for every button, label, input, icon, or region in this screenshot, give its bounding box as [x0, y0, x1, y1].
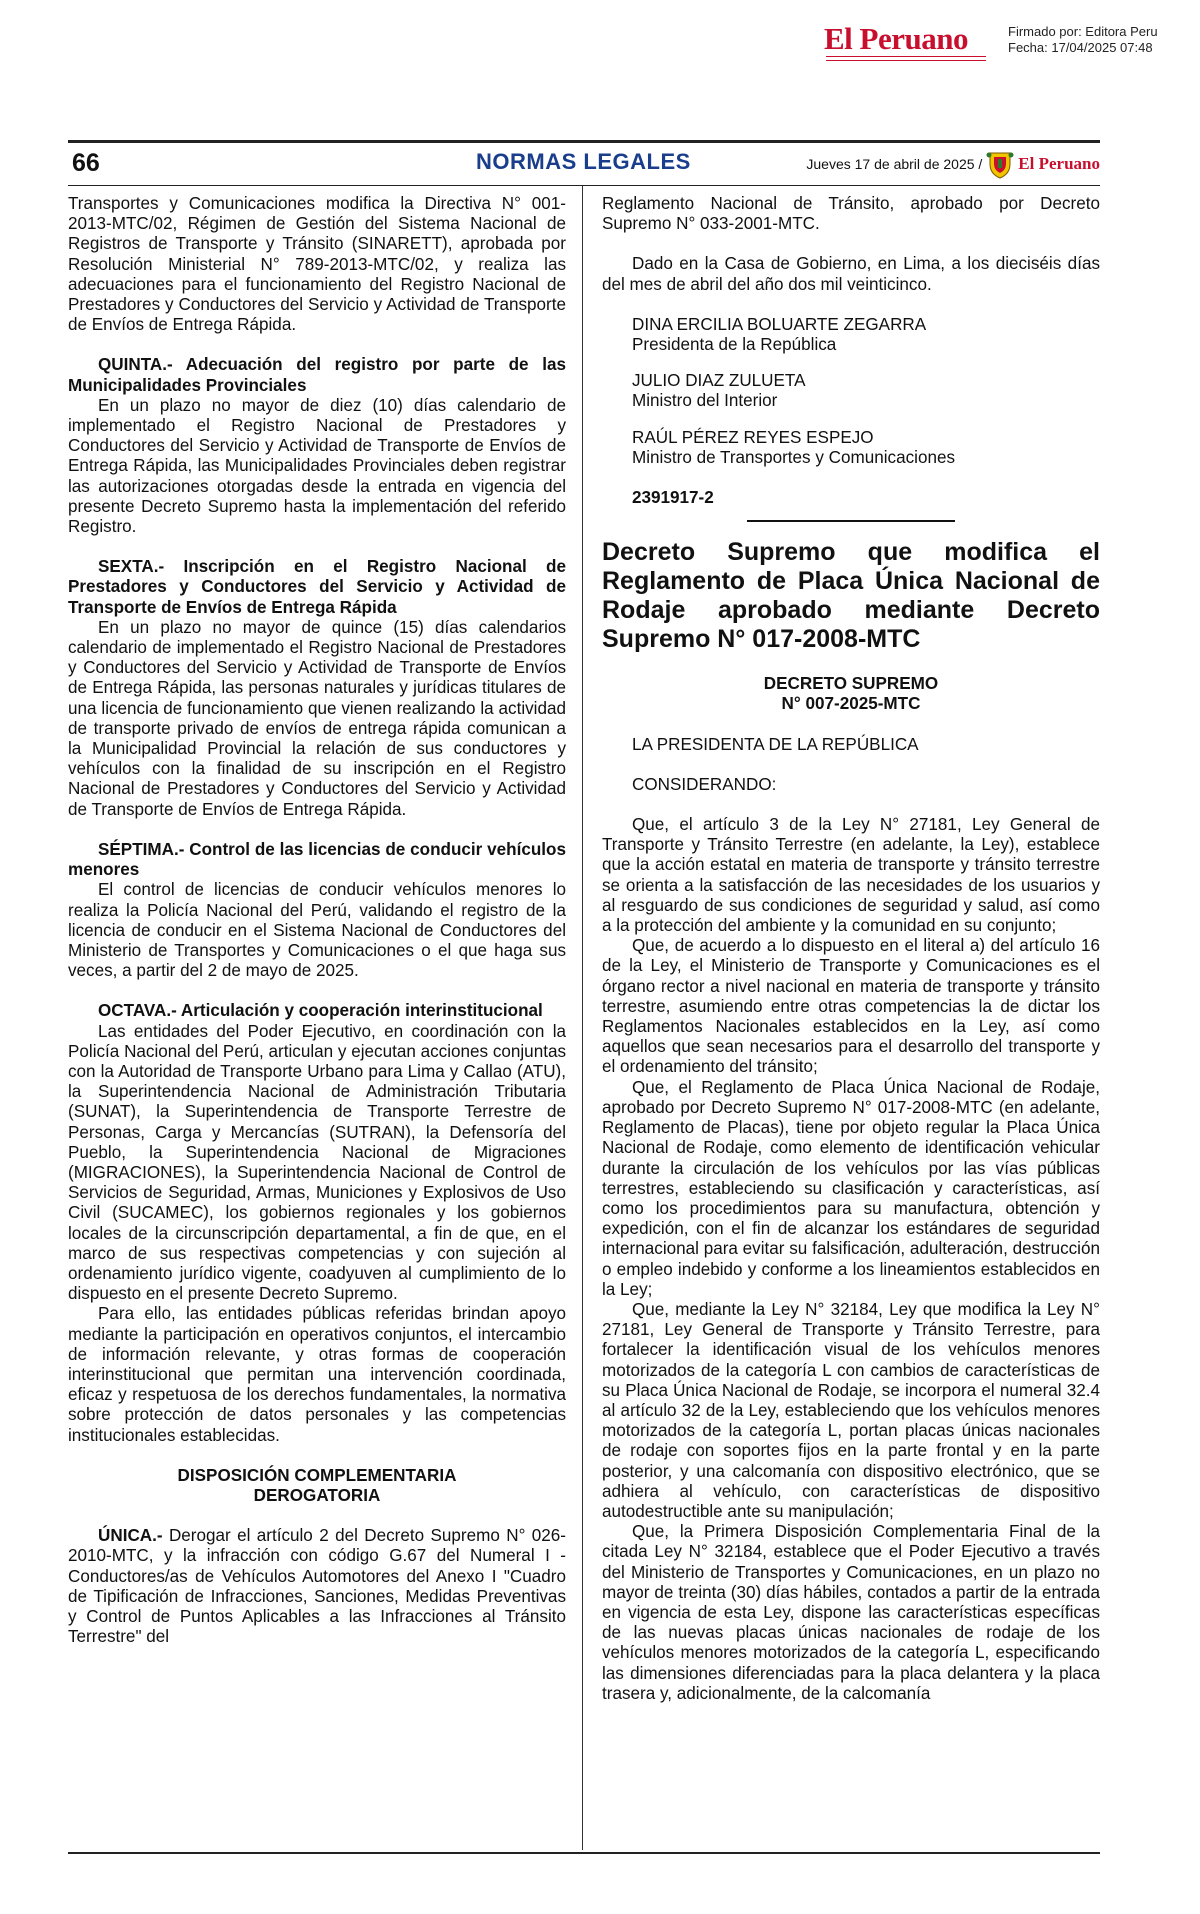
signatory-role: Ministro de Transportes y Comunicaciones	[632, 447, 956, 467]
document-code: 2391917-2	[632, 488, 714, 508]
sexta-heading: SEXTA.- Inscripción en el Registro Nacional de Prestadores y Conductores del Servicio y Actividad de Transporte de Envíos de Entrega Rápida	[68, 557, 566, 617]
considerando-line: CONSIDERANDO:	[632, 774, 777, 794]
octava-text-1: Las entidades del Poder Ejecutivo, en coordinación con la Policía Nacional del Perú, articulan y ejecutan acciones conjuntas con la Autoridad de Transporte Urbano para Lima y Callao (ATU), la Superintendencia Nacional de Administración Tributaria (SUNAT), la Superintendencia de Transporte Terrestre de Personas, Carga y Mercancías (SUTRAN), la Defensoría del Pueblo, la Superintendencia Nacional de Migraciones (MIGRACIONES), la Superintendencia Nacional de Control de Servicios de Seguridad, Armas, Municiones y Explosivos de Uso Civil (SUCAMEC), los gobiernos regionales y los gobiernos locales de la circunscripción departamental, a fin de que, en el marco de sus respectivas competencias y con sujeción al ordenamiento jurídico vigente, coadyuven al cumplimiento de lo dispuesto en el presente Decreto Supremo.	[68, 1021, 566, 1304]
signatory-2	[602, 371, 1100, 411]
masthead	[824, 22, 1164, 62]
dado-en: Dado en la Casa de Gobierno, en Lima, a los dieciséis días del mes de abril del año dos mil veinticinco.	[602, 254, 1100, 294]
considerando-3: Que, el Reglamento de Placa Única Nacional de Rodaje, aprobado por Decreto Supremo N° 017-2008-MTC (en adelante, Reglamento de Placas), tiene por objeto regular la Placa Única Nacional de Rodaje, como elemento de identificación vehicular durante la circulación de los vehículos por las vías públicas terrestres, estableciendo su clasificación y características, así como los procedimientos para su manufactura, obtención y expedición, con el fin de alcanzar los estándares de seguridad internacional para evitar su falsificación, adulteración, destrucción o empleo indebido y conforme a los lineamientos establecidos en la Ley;	[602, 1077, 1100, 1299]
page-header	[68, 140, 1100, 186]
unica-label: ÚNICA.-	[98, 1526, 163, 1546]
el-peruano-logo: El Peruano	[824, 21, 968, 56]
signatory-name: DINA ERCILIA BOLUARTE ZEGARRA	[632, 314, 927, 334]
derogatoria-title-1: DISPOSICIÓN COMPLEMENTARIA	[177, 1465, 457, 1485]
header-right	[806, 149, 1100, 179]
unica-paragraph	[68, 1526, 566, 1647]
signatory-3	[602, 428, 1100, 468]
sexta-text: En un plazo no mayor de quince (15) días calendarios calendario de implementado el Registro Nacional de Prestadores y Conductores del Servicio y Actividad de Transporte de Envíos de Entrega Rápida, las personas naturales y jurídicas titulares de una licencia de funcionamiento que vienen realizando la actividad de transporte privado de envíos de entrega rápida comunican a la Municipalidad Provincial la relación de sus conductores y vehículos con la finalidad de su inscripción en el Registro Nacional de Prestadores y Conductores del Servicio y Actividad de Transporte de Envíos de Entrega Rápida.	[68, 617, 566, 819]
signatory-role: Presidenta de la República	[632, 335, 837, 355]
digital-signature	[1008, 24, 1158, 56]
column-divider	[582, 186, 583, 1850]
octava-heading: OCTAVA.- Articulación y cooperación interinstitucional	[98, 1001, 543, 1021]
octava-text-2: Para ello, las entidades públicas referidas brindan apoyo mediante la participación en operativos conjuntos, el intercambio de información relevante, y otras formas de cooperación interinstitucional que permitan una intervención coordinada, eficaz y respetuosa de los derechos fundamentales, la normativa sobre protección de datos personales y las competencias institucionales establecidas.	[68, 1304, 566, 1445]
quinta-text: En un plazo no mayor de diez (10) días calendario de implementado el Registro Nacional de Prestadores y Conductores del Servicio y Actividad de Transporte de Envíos de Entrega Rápida, las Municipalidades Provinciales deben registrar las autorizaciones otorgadas desde la entrada en vigencia del presente Decreto Supremo hasta la implementación del referido Registro.	[68, 395, 566, 537]
signatory-role: Ministro del Interior	[632, 391, 778, 411]
decree-label-1: DECRETO SUPREMO	[763, 674, 939, 694]
issue-date: Jueves 17 de abril de 2025 /	[806, 156, 983, 172]
septima-heading: SÉPTIMA.- Control de las licencias de conducir vehículos menores	[68, 839, 566, 880]
logo-underline	[826, 56, 986, 61]
considerando-5: Que, la Primera Disposición Complementaria Final de la citada Ley N° 32184, establece que el Poder Ejecutivo a través del Ministerio de Transportes y Comunicaciones, en un plazo no mayor de treinta (30) días hábiles, contados a partir de la entrada en vigencia de esta Ley, dispone las características específicas de las nuevas placas únicas nacionales de rodaje de los vehículos menores motorizados de la categoría L, especificando las dimensiones diferenciadas para la placa delantera y la placa trasera y, adicionalmente, de la calcomanía	[602, 1522, 1100, 1703]
unica-text: Derogar el artículo 2 del Decreto Supremo N° 026-2010-MTC, y la infracción con código G.67 del Numeral I - Conductores/as de Vehículos Automotores del Anexo I "Cuadro de Tipificación de Infracciones, Sanciones, Medidas Preventivas y Control de Puntos Aplicables a las Infracciones al Tránsito Terrestre" del	[68, 1526, 566, 1647]
signatory-name: JULIO DIAZ ZULUETA	[632, 371, 806, 391]
signatory-name: RAÚL PÉREZ REYES ESPEJO	[632, 427, 874, 447]
right-column	[602, 194, 1100, 1704]
signatory-1	[602, 315, 1100, 355]
coat-of-arms-icon	[986, 149, 1014, 179]
paragraph-continued-right: Reglamento Nacional de Tránsito, aprobado por Decreto Supremo N° 033-2001-MTC.	[602, 194, 1100, 234]
signed-date: Fecha: 17/04/2025 07:48	[1008, 40, 1153, 55]
considerando-1: Que, el artículo 3 de la Ley N° 27181, Ley General de Transporte y Tránsito Terrestre (en adelante, la Ley), establece que la acción estatal en materia de transporte y tránsito terrestre se orienta a la satisfacción de las necesidades de los usuarios y al resguardo de sus condiciones de seguridad y salud, así como a la protección del ambiente y la comunidad en su conjunto;	[602, 815, 1100, 936]
quinta-heading: QUINTA.- Adecuación del registro por parte de las Municipalidades Provinciales	[68, 355, 566, 395]
footer-rule	[68, 1852, 1100, 1854]
separator-rule	[747, 520, 955, 522]
section-title: NORMAS LEGALES	[476, 149, 691, 174]
signed-by: Firmado por: Editora Peru	[1008, 24, 1158, 39]
page-number: 66	[72, 149, 100, 177]
considerando-2: Que, de acuerdo a lo dispuesto en el literal a) del artículo 16 de la Ley, el Ministerio de Transporte y Comunicaciones es el órgano rector a nivel nacional en materia de transporte y tránsito terrestre, asumiendo entre otras competencias la de dictar los Reglamentos Nacionales establecidos en la Ley, así como aquellos que sean necesarios para el desarrollo del transporte y el ordenamiento del tránsito;	[602, 936, 1100, 1077]
decree-label-2: N° 007-2025-MTC	[781, 694, 921, 714]
left-column	[68, 194, 566, 1647]
considerando-4: Que, mediante la Ley N° 32184, Ley que modifica la Ley N° 27181, Ley General de Transporte y Tránsito Terrestre, para fortalecer la identificación visual de los vehículos menores motorizados de la categoría L con cambios de características de su Placa Única Nacional de Rodaje, se incorpora el numeral 32.4 al artículo 32 de la Ley, estableciendo que los vehículos menores motorizados de la categoría L, portan placas únicas nacionales de rodaje con soportes fijos en la parte frontal y en la parte posterior, y una calcomanía con dispositivo electrónico, que se adhiera al vehículo, con características de dispositivo autodestructible ante su manipulación;	[602, 1299, 1100, 1521]
paragraph-continued: Transportes y Comunicaciones modifica la Directiva N° 001-2013-MTC/02, Régimen de Gestión del Sistema Nacional de Registros de Transporte y Tránsito (SINARETT), aprobada por Resolución Ministerial N° 789-2013-MTC/02, y realiza las adecuaciones para el funcionamiento del Registro Nacional de Prestadores y Conductores del Servicio y Actividad de Transporte de Envíos de Entrega Rápida.	[68, 194, 566, 335]
derogatoria-title-2: DEROGATORIA	[253, 1485, 381, 1505]
header-logo: El Peruano	[1018, 154, 1100, 173]
septima-text: El control de licencias de conducir vehículos menores lo realiza la Policía Nacional del Perú, validando el registro de la licencia de conducir en el Sistema Nacional de Conductores del Ministerio de Transportes y Comunicaciones o el que haga sus veces, a partir del 2 de mayo de 2025.	[68, 880, 566, 981]
presidenta-line: LA PRESIDENTA DE LA REPÚBLICA	[632, 734, 919, 754]
decree-title: Decreto Supremo que modifica el Reglamento de Placa Única Nacional de Rodaje aprobado mediante Decreto Supremo N° 017-2008-MTC	[602, 538, 1100, 654]
